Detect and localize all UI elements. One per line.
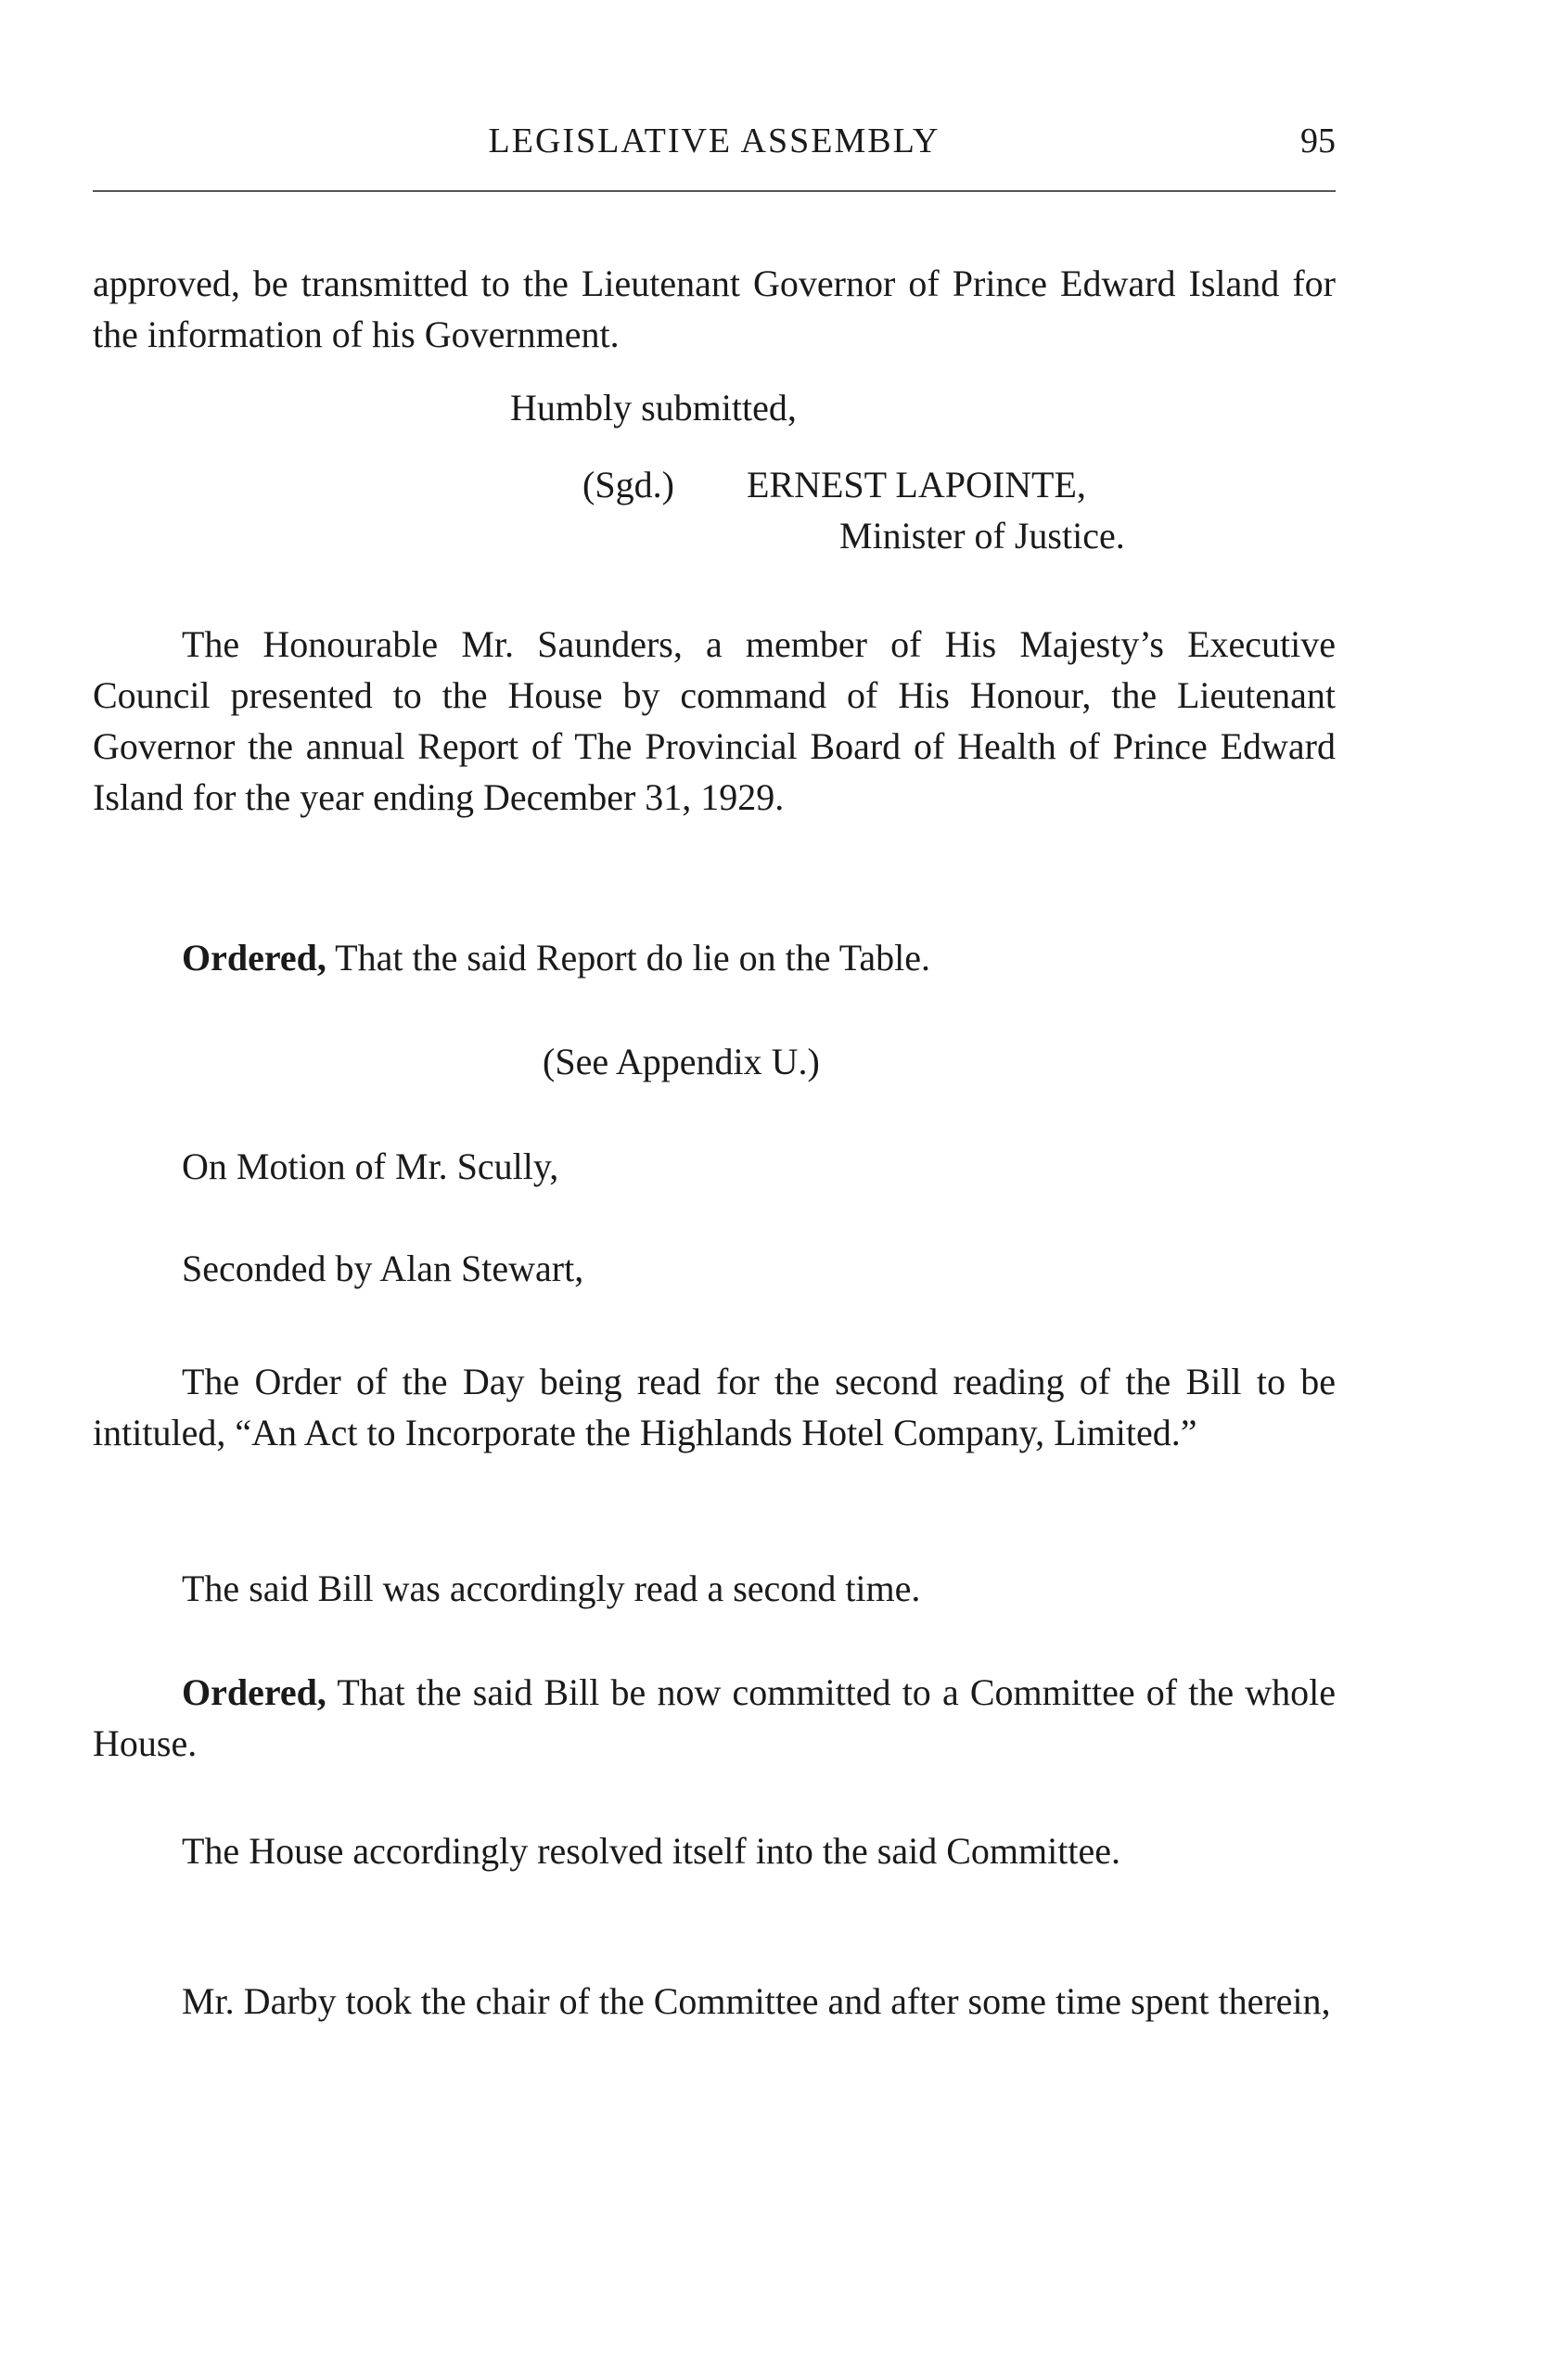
page-number: 95 — [1300, 122, 1336, 160]
ordered-label: Ordered, — [182, 937, 326, 979]
ordered-committee-text: That the said Bill be now committed to a Committee of the whole House. — [93, 1671, 1336, 1764]
motion-line: On Motion of Mr. Scully, — [182, 1145, 559, 1187]
second-reading-line: The said Bill was accordingly read a second time. — [182, 1567, 921, 1609]
ordered-committee-paragraph — [93, 1667, 1336, 1769]
ordered-report-text: That the said Report do lie on the Table. — [326, 937, 931, 979]
header-rule — [93, 190, 1336, 192]
signed-mark: (Sgd.) — [582, 464, 674, 505]
continuation-paragraph: approved, be transmitted to the Lieutenant Governor of Prince Edward Island for the information of his Government. — [93, 262, 1336, 355]
appendix-reference: (See Appendix U.) — [543, 1041, 820, 1082]
signatory-name: ERNEST LAPOINTE, — [747, 464, 1086, 505]
salutation: Humbly submitted, — [510, 387, 797, 429]
running-title: LEGISLATIVE ASSEMBLY — [488, 122, 940, 160]
order-of-day-paragraph: The Order of the Day being read for the second reading of the Bill to be intituled, “An Act to Incorporate the Highlands Hotel Company, Limited.” — [93, 1361, 1336, 1453]
darby-paragraph: Mr. Darby took the chair of the Committee and after some time spent therein, — [182, 1980, 1331, 2022]
ordered-label: Ordered, — [182, 1671, 326, 1713]
seconded-line: Seconded by Alan Stewart, — [182, 1248, 584, 1289]
resolved-paragraph: The House accordingly resolved itself into the said Committee. — [182, 1830, 1120, 1872]
running-head — [93, 121, 1336, 176]
saunders-paragraph: The Honourable Mr. Saunders, a member of His Majesty’s Executive Council presented to the House by command of His Honour, the Lieutenant Governor the annual Report of The Provincial Board of Health of Prince Edward Island for the year ending December 31, 1929. — [93, 623, 1336, 818]
ordered-report-paragraph — [93, 932, 1336, 983]
signatory-office: Minister of Justice. — [839, 515, 1125, 557]
